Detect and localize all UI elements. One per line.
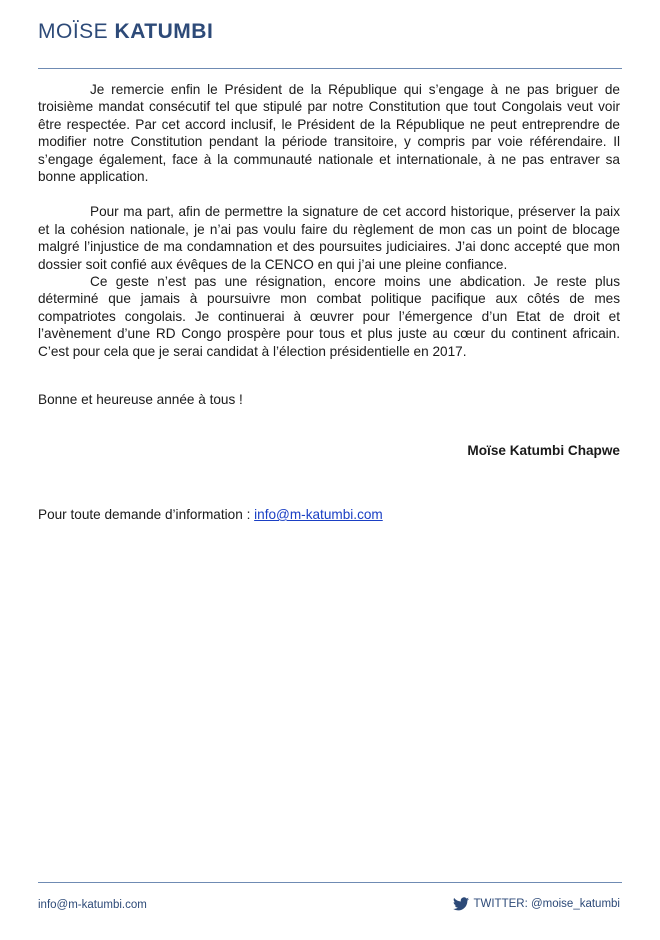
footer-twitter [453,897,620,911]
twitter-bird-icon [453,897,469,911]
footer-email: info@m-katumbi.com [38,899,147,911]
contact-label: Pour toute demande d’information : [38,507,255,522]
letterhead-title [38,20,213,44]
paragraph-candidacy: Ce geste n’est pas une résignation, encore moins une abdication. Je reste plus déterminé que jamais à poursuivre mon combat politique pacifique aux côtés de mes compatriotes congolais. Je continuerai à œuvrer pour l’émergence d’un Etat de droit et l’avènement d’une RD Congo prospère pour tous et plus juste au cœur du continent africain. C’est pour cela que je serai candidat à l’élection présidentielle en 2017. [38,274,620,359]
letterhead-first-name: MOÏSE [38,20,109,43]
paragraph-president: Je remercie enfin le Président de la République qui s’engage à ne pas briguer de troisième mandat consécutif tel que stipulé par notre Constitution que tout Congolais veut voir être respectée. Par cet accord inclusif, le Président de la République ne peut entreprendre de modifier notre Constitution pendant la période transitoire, y compris par voie référendaire. Il s’engage également, face à la communauté nationale et internationale, à ne pas entraver sa bonne application. [38,82,620,185]
header-divider [38,68,622,69]
signature: Moïse Katumbi Chapwe [467,443,620,458]
twitter-handle: TWITTER: @moise_katumbi [473,898,620,910]
footer-divider [38,882,622,883]
contact-email-link[interactable]: info@m-katumbi.com [254,507,383,522]
letterhead-last-name: KATUMBI [114,20,214,43]
letter-body [38,81,620,360]
greeting: Bonne et heureuse année à tous ! [38,392,243,407]
paragraph-my-part: Pour ma part, afin de permettre la signature de cet accord historique, préserver la paix et la cohésion nationale, je n’ai pas voulu faire du règlement de mon cas un point de blocage malgré l’injustice de ma condamnation et des poursuites judiciaires. J’ai donc accepté que mon dossier soit confié aux évêques de la CENCO en qui j’ai une pleine confiance. [38,204,620,272]
contact-line [38,506,383,523]
